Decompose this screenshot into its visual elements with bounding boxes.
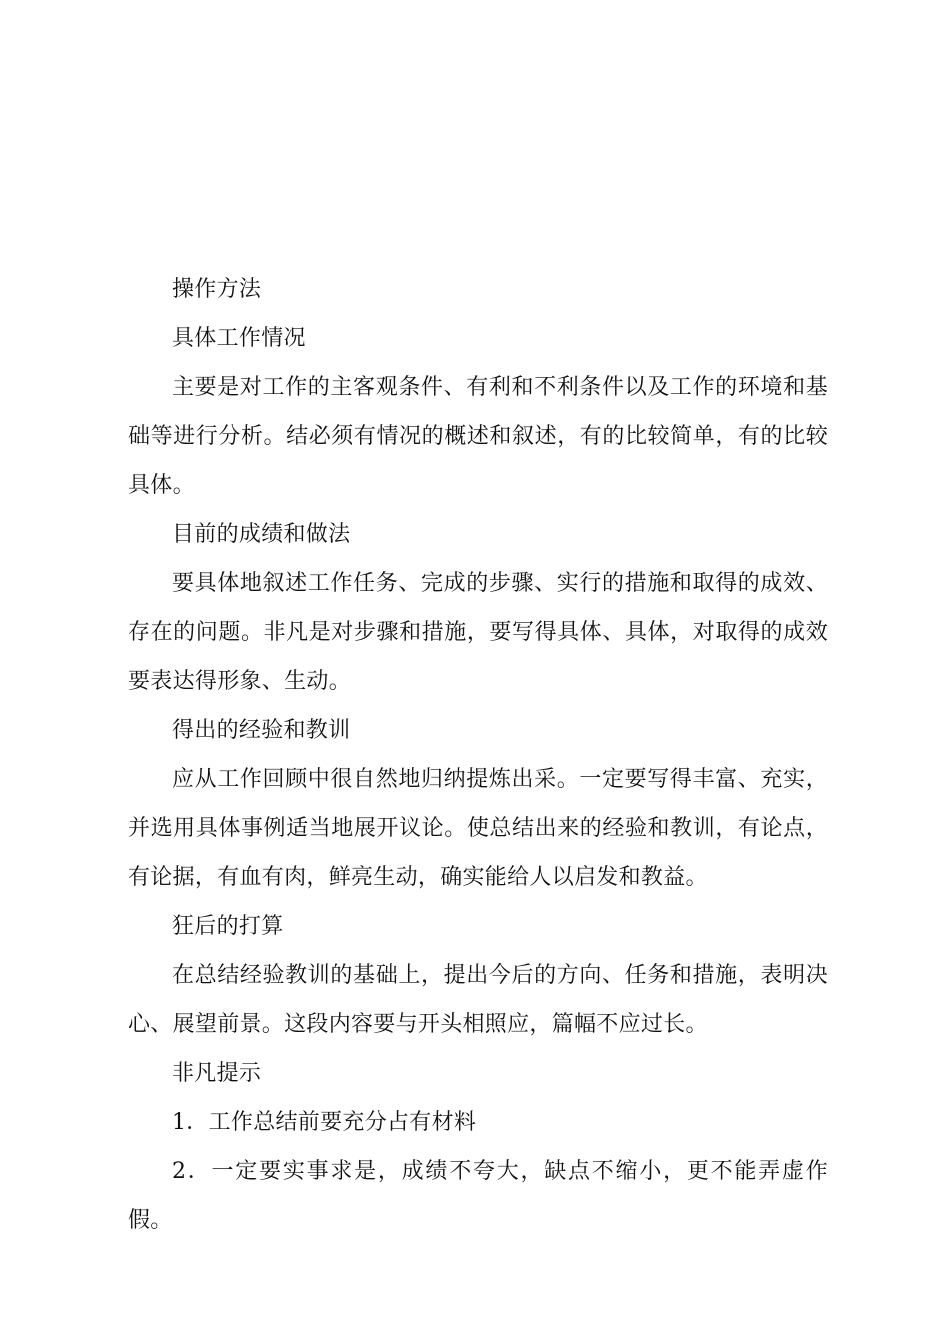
paragraph-plans: 在总结经验教训的基础上，提出今后的方向、任务和措施，表明决心、展望前景。这段内容要与开头相照应，篇幅不应过长。 [128,963,828,1037]
section-heading-tips: 非凡提示 [172,1061,262,1086]
paragraph-situation: 主要是对工作的主客观条件、有利和不利条件以及工作的环境和基础等进行分析。结必须有情况的概述和叙述，有的比较简单，有的比较具体。 [128,375,828,498]
section-heading-plans: 狂后的打算 [172,914,284,939]
section-heading-method: 操作方法 [172,277,262,302]
paragraph-lessons: 应从工作回顾中很自然地归纳提炼出采。一定要写得丰富、充实，并选用具体事例适当地展开议论。使总结出来的经验和教训，有论点，有论据，有血有肉，鲜亮生动，确实能给人以启发和教益。 [128,767,828,890]
paragraph-achievements: 要具体地叙述工作任务、完成的步骤、实行的措施和取得的成效、存在的问题。非凡是对步骤和措施，要写得具体、具体，对取得的成效要表达得形象、生动。 [128,571,828,694]
tip-item-2: 2．一定要实事求是，成绩不夸大，缺点不缩小，更不能弄虚作假。 [128,1159,828,1233]
section-heading-situation: 具体工作情况 [172,326,306,351]
document-body [128,265,828,1245]
section-heading-lessons: 得出的经验和教训 [172,718,351,743]
section-heading-achievements: 目前的成绩和做法 [172,522,351,547]
tip-item-1: 1．工作总结前要充分占有材料 [172,1110,477,1135]
